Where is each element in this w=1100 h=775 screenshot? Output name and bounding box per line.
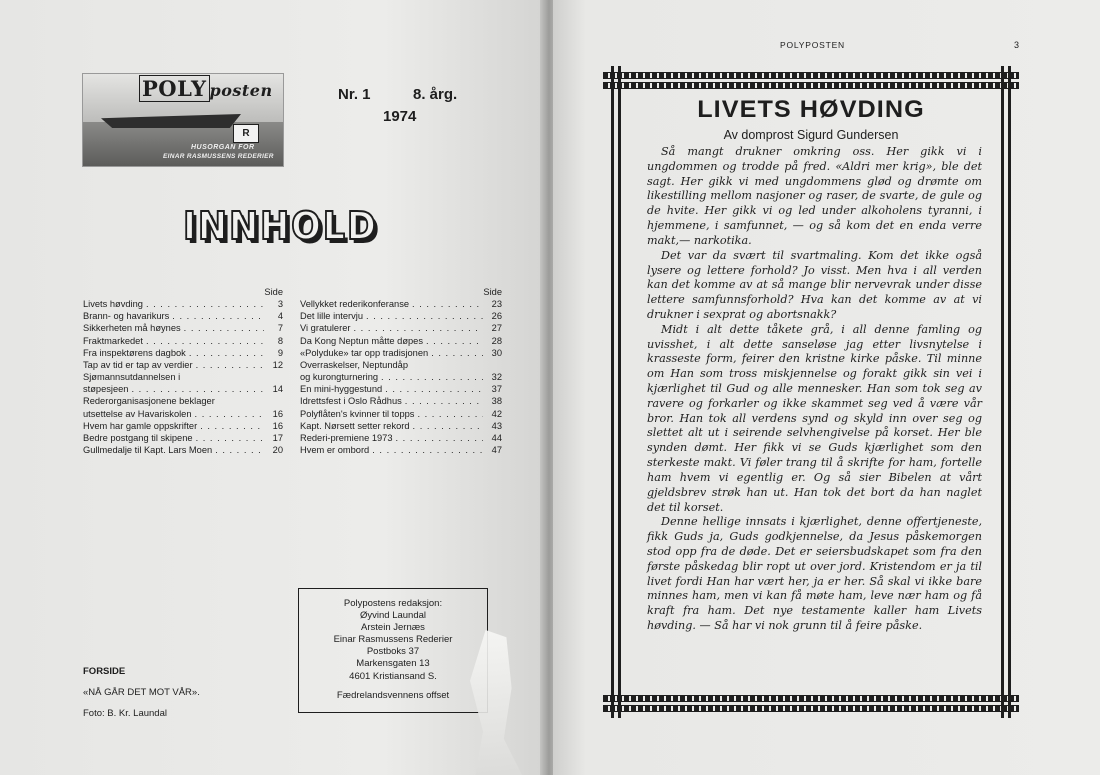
toc-entry-page: 27 <box>491 323 502 334</box>
toc-entry-title: Da Kong Neptun måtte døpes <box>300 335 423 346</box>
toc-entry-title: Overraskelser, Neptundåp <box>300 359 409 370</box>
toc-entry <box>300 420 502 432</box>
logo-subtitle-2: EINAR RASMUSSENS REDERIER <box>163 153 274 160</box>
contents-heading: INNHOLD <box>183 204 378 248</box>
toc-entry-page: 32 <box>491 372 502 383</box>
logo-title-block: POLY <box>139 75 210 102</box>
article-paragraph: Det var da svært til svartmaling. Kom det ikke også lysere og lettere forhold? Jo visst. Men hva i all verden kan det komme av at så mange blir nervevrak under disse lettere samfunnsforhold? Hva kan det komme av at vi drukner i sexprat og abortsnakk? <box>647 248 982 321</box>
article-frame <box>603 66 1019 718</box>
toc-entry-title: Kapt. Nørsett setter rekord <box>300 420 410 431</box>
toc-leader-dots <box>405 395 483 407</box>
toc-entry-page: 30 <box>491 347 502 358</box>
toc-entry-title: støpesjeen <box>83 384 129 395</box>
toc-entry-title: Hvem er ombord <box>300 445 370 456</box>
article-paragraph: Midt i alt dette tåkete grå, i all denne famling og uvisshet, i alt dette sanseløse jag etter livsnytelse i krasseste form, feirer den kristne kirke påske. Til minne om Han som tross miskjennelse og forakt gikk sin vei i kjærlighet til Gud og alle mennesker. Han som tok seg av ravere og forkarler og ikke skammet seg ved å være vår bror. Han tok all verdens synd og skyld inn over seg og slettet alt ut i seirende selvhengivelse på korset. Her ble synden dømt. Her fikk vi se Guds kjærlighet som den sterkeste makt. Vi føler trang til å skrifte for ham, fortelle ham hvem vi egentlig er. Og så sier Bibelen at vårt gjeldsbrev strøk han ut. Han tok det bort da han naglet det til korset. <box>647 322 982 514</box>
toc-entry-page: 16 <box>272 420 283 431</box>
toc-entry <box>300 395 502 407</box>
rope-border <box>603 82 1019 89</box>
toc-entry-page: 12 <box>272 359 283 370</box>
toc-entry <box>300 335 502 347</box>
toc-leader-dots <box>396 432 483 444</box>
toc-leader-dots <box>353 322 483 334</box>
toc-leader-dots <box>189 347 264 359</box>
page-number: 3 <box>1014 40 1020 50</box>
toc-entry <box>83 335 283 347</box>
city-address: 4601 Kristiansand S. <box>349 670 437 682</box>
toc-entry <box>83 359 283 371</box>
toc-entry <box>83 383 283 395</box>
logo-title <box>139 76 273 101</box>
toc-entry-title: «Polyduke» tar opp tradisjonen <box>300 347 429 358</box>
toc-entry-title: Rederorganisasjonene beklager <box>83 396 215 407</box>
toc-entry-title: Vellykket rederikonferanse <box>300 299 410 310</box>
toc-left-column <box>83 286 283 456</box>
toc-entry-page: 37 <box>491 384 502 395</box>
cover-heading: FORSIDE <box>83 666 126 677</box>
polyposten-logo <box>82 73 284 167</box>
toc-entry-page: 42 <box>491 408 502 419</box>
company-name: Einar Rasmussens Rederier <box>333 634 453 646</box>
toc-leader-dots <box>146 298 264 310</box>
toc-page-label: Side <box>483 287 502 297</box>
toc-entry <box>83 347 283 359</box>
issue-year: 1974 <box>383 108 417 125</box>
toc-entry <box>83 408 283 420</box>
logo-subtitle-1: HUSORGAN FOR <box>191 144 255 151</box>
toc-entry-page: 26 <box>491 311 502 322</box>
toc-leader-dots <box>184 322 264 334</box>
toc-leader-dots <box>426 335 483 347</box>
toc-entry-page: 20 <box>272 445 283 456</box>
flag-icon: R <box>233 124 259 143</box>
printer-credit: Fædrelandsvennens offset <box>336 689 450 701</box>
running-head: POLYPOSTEN <box>780 40 845 50</box>
toc-leader-dots <box>385 383 483 395</box>
toc-page-label: Side <box>264 287 283 297</box>
rope-border <box>603 695 1019 702</box>
toc-entry-page: 16 <box>272 408 283 419</box>
rope-border <box>603 72 1019 79</box>
editor-name: Øyvind Laundal <box>359 610 427 622</box>
toc-entry-title: Vi gratulerer <box>300 323 351 334</box>
toc-entry-title: Det lille intervju <box>300 311 364 322</box>
photo-credit: Foto: B. Kr. Laundal <box>83 708 167 719</box>
toc-entry-page: 38 <box>491 396 502 407</box>
toc-entry <box>83 432 283 444</box>
toc-right-column <box>300 286 502 456</box>
street-address: Markensgaten 13 <box>356 658 430 670</box>
toc-leader-dots <box>372 444 483 456</box>
toc-entry-title: En mini-hyggestund <box>300 384 383 395</box>
toc-entry-title: Idrettsfest i Oslo Rådhus <box>300 396 402 407</box>
toc-entry <box>300 310 502 322</box>
cover-credit <box>83 666 200 720</box>
toc-leader-dots <box>412 298 483 310</box>
toc-leader-dots <box>200 420 264 432</box>
postbox: Postboks 37 <box>366 646 420 658</box>
rope-border <box>603 705 1019 712</box>
toc-entry-title: Fraktmarkedet <box>83 335 143 346</box>
article-paragraph: Så mangt drukner omkring oss. Her gikk vi i ungdommen og trodde på fred. «Aldri mer krig», ble det sagt. Her gikk vi med ungdommens glød og drømte om likestilling mellom nasjoner og raser, de svarte, de gule og de hvite. Her gikk vi og led under alkoholens tyranni, i hjemmene, i samfunnet, — og så kom det en enda verre makt,— narkotika. <box>647 145 982 247</box>
toc-entry-page: 14 <box>272 384 283 395</box>
toc-leader-dots <box>366 310 483 322</box>
toc-entry-page: 28 <box>491 335 502 346</box>
volume: 8. årg. <box>413 86 458 103</box>
issue-number: Nr. 1 <box>338 86 371 103</box>
toc-entry-title: Sikkerheten må høynes <box>83 323 181 334</box>
toc-entry-title: Polyflåten's kvinner til topps <box>300 408 415 419</box>
toc-entry <box>300 432 502 444</box>
toc-entry-page: 47 <box>491 445 502 456</box>
toc-entry-page: 7 <box>277 323 283 334</box>
toc-entry <box>300 383 502 395</box>
toc-entry <box>83 310 283 322</box>
article-title: LIVETS HØVDING <box>697 96 925 123</box>
toc-entry-page: 43 <box>491 420 502 431</box>
article-paragraph: Denne hellige innsats i kjærlighet, denne offertjeneste, fikk Guds ja, Guds godkjennelse, da Jesus påskemorgen stod opp fra de døde. Det er seiersbudskapet som fra den første påskedag blir ropt ut over jord. Kristendom er ja til livet fordi Han har vært her, ja er her. Så skal vi ikke bare minnes ham, men vi kan få møte ham, leve nær ham og få kraft fra ham. Det nye testamente kaller ham Livets høvding. — Så har vi nok grunn til å feire påske. <box>647 515 982 632</box>
toc-entry-page: 8 <box>277 335 283 346</box>
toc-entry <box>83 298 283 310</box>
toc-entry <box>300 408 502 420</box>
toc-entry-title: Brann- og havarikurs <box>83 311 170 322</box>
frame-post <box>618 66 621 718</box>
toc-entry-title: Hvem har gamle oppskrifter <box>83 420 198 431</box>
toc-entry-title: Rederi-premiene 1973 <box>300 432 393 443</box>
toc-entry <box>83 420 283 432</box>
article-author: Av domprost Sigurd Gundersen <box>723 128 899 142</box>
toc-leader-dots <box>146 335 264 347</box>
toc-leader-dots <box>195 408 264 420</box>
toc-leader-dots <box>381 371 483 383</box>
toc-entry-title: Sjømannsutdannelsen i <box>83 372 181 383</box>
toc-entry <box>83 444 283 456</box>
toc-leader-dots <box>417 408 483 420</box>
toc-entry-page: 44 <box>491 432 502 443</box>
editor-name: Arstein Jernæs <box>361 622 425 634</box>
toc-entry-title: Livets høvding <box>83 299 143 310</box>
toc-entry <box>300 371 502 383</box>
cover-caption: «NÅ GÅR DET MOT VÅR». <box>83 687 200 698</box>
toc-entry-title: utsettelse av Havariskolen <box>83 408 192 419</box>
toc-entry-page: 3 <box>277 299 283 310</box>
editorial-box <box>298 588 488 713</box>
toc-entry <box>300 298 502 310</box>
toc-leader-dots <box>196 432 264 444</box>
toc-entry-title: Bedre postgang til skipene <box>83 432 193 443</box>
toc-leader-dots <box>431 347 483 359</box>
toc-entry <box>300 322 502 334</box>
frame-post <box>1008 66 1011 718</box>
frame-post <box>611 66 614 718</box>
toc-entry <box>83 322 283 334</box>
toc-entry-page: 17 <box>272 432 283 443</box>
toc-leader-dots <box>215 444 264 456</box>
toc-entry <box>300 347 502 359</box>
toc-entry-title: og kurongturnering <box>300 372 379 383</box>
toc-entry-page: 23 <box>491 299 502 310</box>
toc-leader-dots <box>196 359 264 371</box>
article-body <box>647 145 982 634</box>
frame-post <box>1001 66 1004 718</box>
toc-leader-dots <box>413 420 483 432</box>
toc-leader-dots <box>172 310 264 322</box>
toc-entry <box>300 444 502 456</box>
toc-leader-dots <box>131 383 264 395</box>
toc-entry-page: 4 <box>277 311 283 322</box>
editorial-heading: Polypostens redaksjon: <box>343 598 443 609</box>
toc-entry-title: Fra inspektørens dagbok <box>83 347 186 358</box>
left-page <box>0 0 547 775</box>
toc-entry-title: Tap av tid er tap av verdier <box>83 359 193 370</box>
logo-title-script: posten <box>209 81 273 100</box>
toc-entry-title: Gullmedalje til Kapt. Lars Moen <box>83 445 213 456</box>
toc-entry-page: 9 <box>277 347 283 358</box>
